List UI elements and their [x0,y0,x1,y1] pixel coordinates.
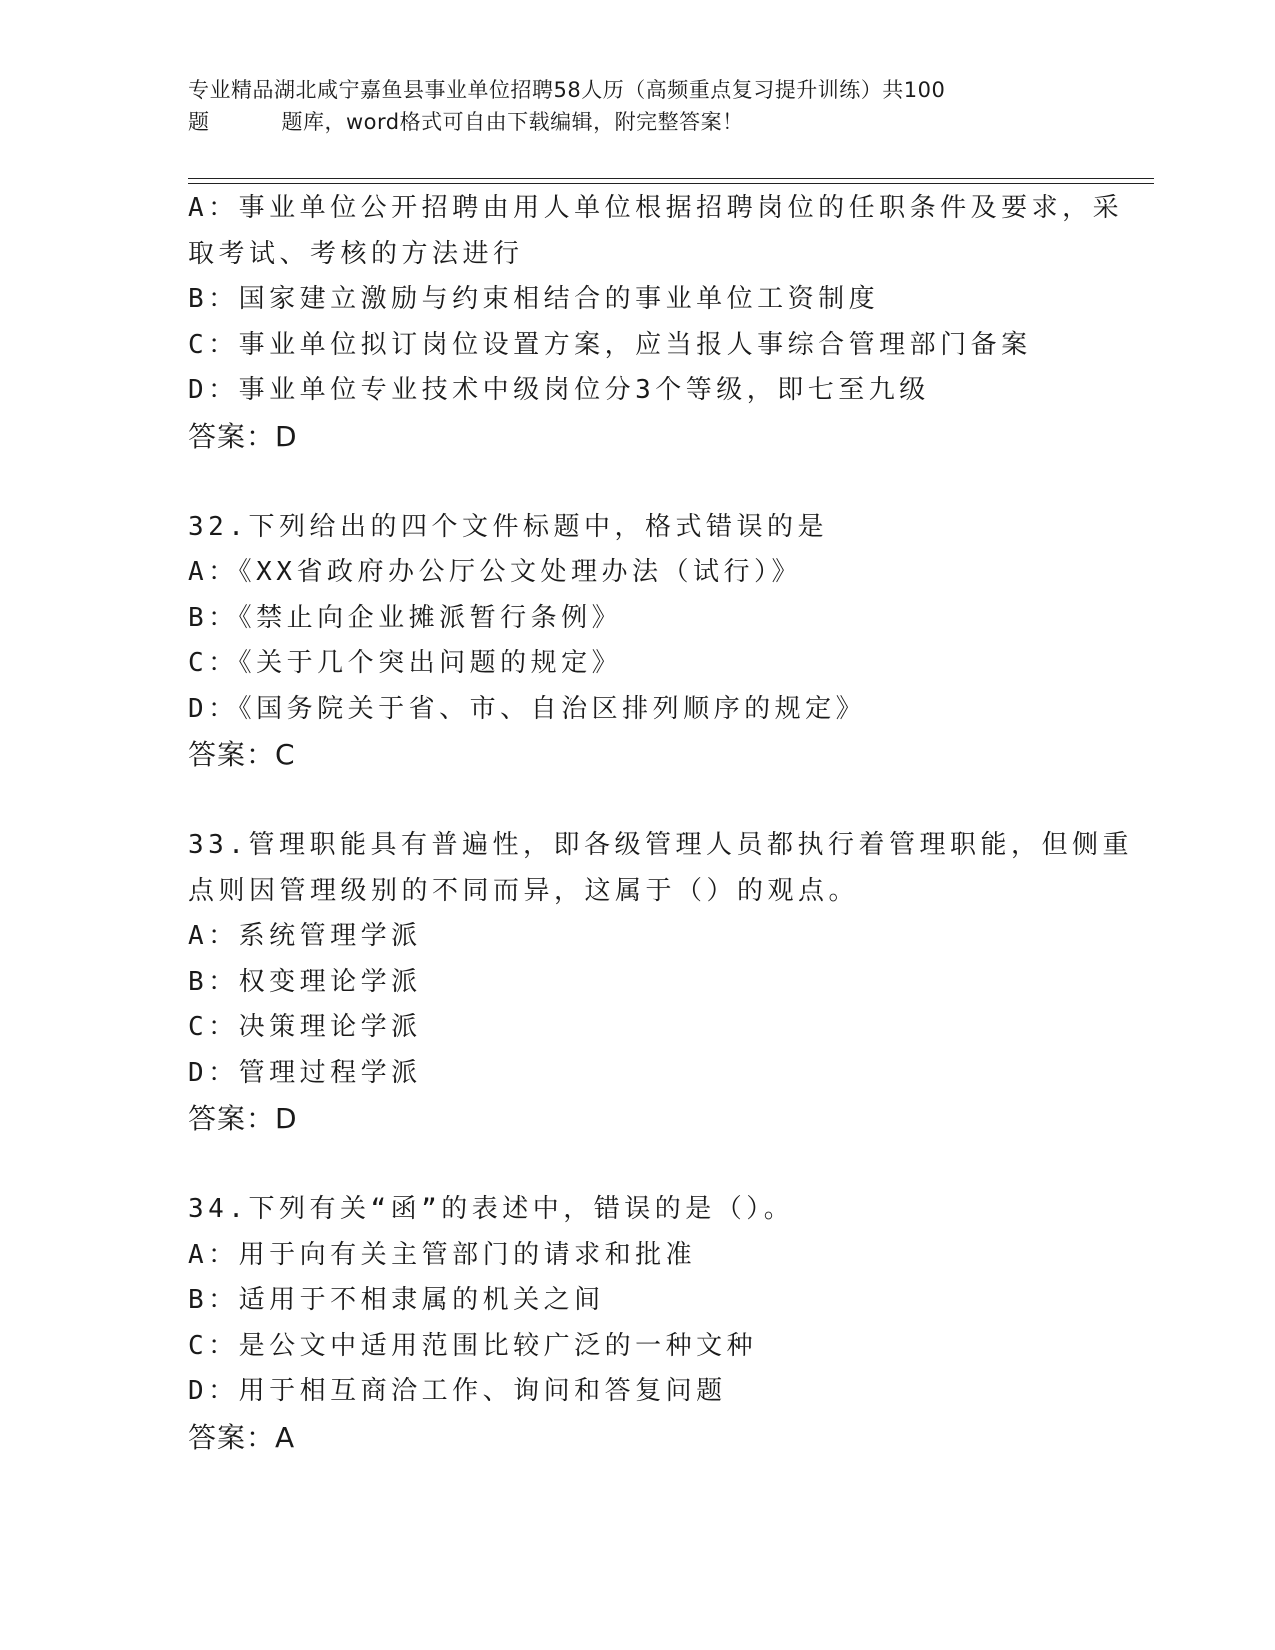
document-header [188,74,1088,138]
answer: 答案：D [188,1102,298,1135]
option-b: B：权变理论学派 [188,966,422,997]
option-d: D：事业单位专业技术中级岗位分3个等级，即七至九级 [188,375,930,405]
option-d: D：管理过程学派 [188,1057,422,1088]
header-rule-top [188,178,1154,179]
question-stem-line2: 点则因管理级别的不同而异，这属于（）的观点。 [188,875,860,906]
option-c: C：决策理论学派 [188,1012,422,1042]
spacer [188,1142,1088,1188]
question-34 [188,1187,1088,1460]
option-a: A：用于向有关主管部门的请求和批准 [188,1239,697,1270]
question-33 [188,823,1133,1142]
option-d: D：《国务院关于省、市、自治区排列顺序的规定》 [188,693,867,724]
question-stem: 32.下列给出的四个文件标题中，格式错误的是 [188,511,828,542]
option-d: D：用于相互商洽工作、询问和答复问题 [188,1376,727,1406]
option-a-line1: A：事业单位公开招聘由用人单位根据招聘岗位的任职条件及要求，采 [188,193,1124,223]
option-b: B：《禁止向企业摊派暂行条例》 [188,602,623,633]
answer: 答案：A [188,1420,296,1454]
answer: 答案：C [188,738,296,771]
spacer [188,459,1088,505]
option-a: A：系统管理学派 [188,921,422,951]
question-stem: 34.下列有关“函”的表述中，错误的是（）。 [188,1194,795,1224]
header-rule-bottom [188,183,1154,184]
answer: 答案：D [188,419,298,453]
spacer [188,778,1088,824]
question-stem-line1: 33.管理职能具有普遍性，即各级管理人员都执行着管理职能，但侧重 [188,830,1133,860]
option-c: C：事业单位拟订岗位设置方案，应当报人事综合管理部门备案 [188,329,1032,360]
question-31 [188,186,1124,459]
header-title-line1: 专业精品湖北咸宁嘉鱼县事业单位招聘58人历（高频重点复习提升训练）共100 [188,78,946,102]
header-line2-prefix: 题 [188,110,210,134]
question-32 [188,505,1088,778]
option-c: C：是公文中适用范围比较广泛的一种文种 [188,1330,758,1361]
header-title-line2 [188,106,1088,138]
option-b: B：国家建立激励与约束相结合的事业单位工资制度 [188,284,880,314]
option-b: B：适用于不相隶属的机关之间 [188,1285,605,1315]
question-list [188,186,1133,1460]
header-line2-text: 题库，word格式可自由下载编辑，附完整答案！ [281,110,744,134]
option-a: A：《XX省政府办公厅公文处理办法（试行）》 [188,557,802,587]
option-c: C：《关于几个突出问题的规定》 [188,648,623,678]
option-a-line2: 取考试、考核的方法进行 [188,238,524,269]
